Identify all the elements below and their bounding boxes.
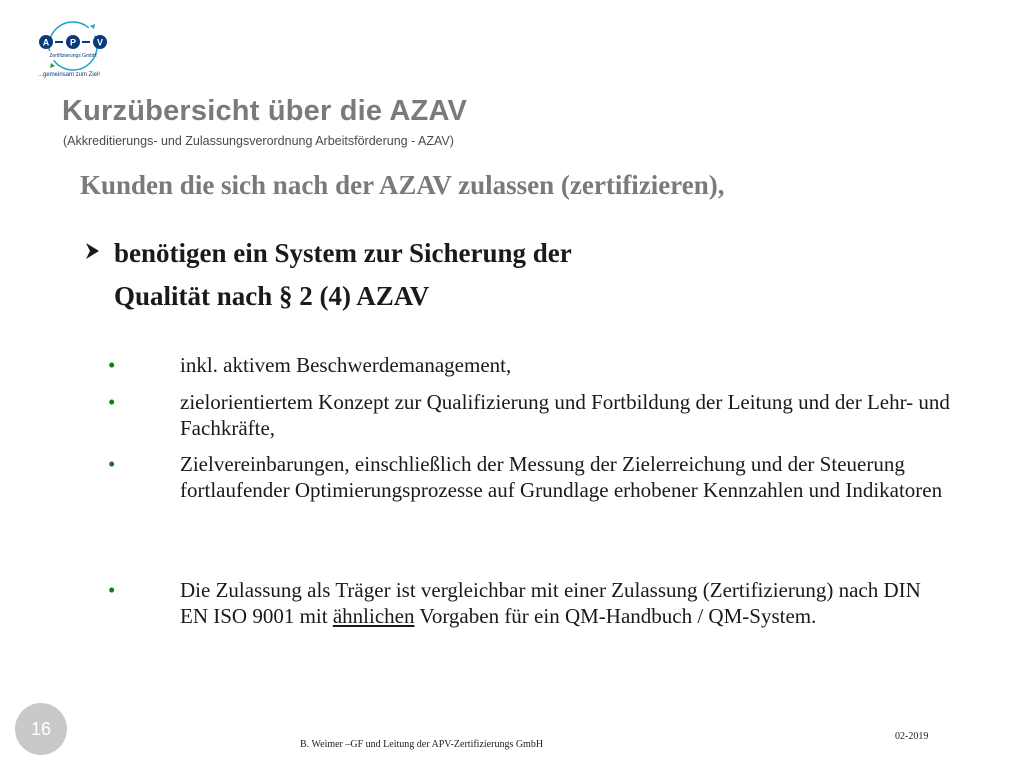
- arrow-bullet-icon: [84, 240, 102, 262]
- slide-subtitle: (Akkreditierungs- und Zulassungsverordnung Arbeitsförderung - AZAV): [63, 134, 454, 148]
- logo-tagline: ...gemeinsam zum Ziel!: [38, 72, 101, 78]
- svg-text:V: V: [96, 37, 104, 48]
- sub-bullet-text: inkl. aktivem Beschwerdemanagement,: [180, 353, 512, 377]
- text-segment: Vorgaben für ein QM-Handbuch / QM-System.: [414, 604, 817, 628]
- svg-text:A: A: [42, 37, 50, 48]
- bullet-dot-icon: •: [108, 390, 116, 414]
- sub-bullet-text: Zielvereinbarungen, einschließlich der Messung der Zielerreichung und der Steuerung fortlaufender Optimierungsprozesse auf Grundlage erhobener Kennzahlen und Indikatoren: [180, 452, 943, 502]
- lead-text: Kunden die sich nach der AZAV zulassen (zertifizieren),: [80, 170, 725, 200]
- bullet-dot-icon: •: [108, 578, 116, 602]
- bullet-dot-icon: •: [108, 353, 116, 377]
- footer-date: 02-2019: [895, 731, 929, 742]
- sub-bullet-text: [180, 577, 950, 629]
- text-segment: Die Zulassung als Träger ist vergleichbar mit einer Zulassung (Zertifizierung) nach DIN EN ISO 9001 mit: [180, 578, 921, 628]
- page-number-badge: 16: [15, 703, 67, 755]
- underlined-word: ähnlichen: [332, 604, 415, 628]
- main-bullet-line1: benötigen ein System zur Sicherung der: [114, 238, 572, 268]
- bullet-dot-icon: •: [108, 452, 116, 476]
- sub-bullet-text: zielorientiertem Konzept zur Qualifizierung und Fortbildung der Leitung und der Lehr- und Fachkräfte,: [180, 390, 950, 440]
- slide-title: Kurzübersicht über die AZAV: [62, 95, 467, 127]
- logo-company: Zertifizierungs GmbH: [49, 53, 97, 59]
- svg-text:P: P: [69, 37, 77, 48]
- footer-author: B. Weimer –GF und Leitung der APV-Zertifizierungs GmbH: [300, 739, 544, 750]
- main-bullet-line2: Qualität nach § 2 (4) AZAV: [114, 281, 430, 311]
